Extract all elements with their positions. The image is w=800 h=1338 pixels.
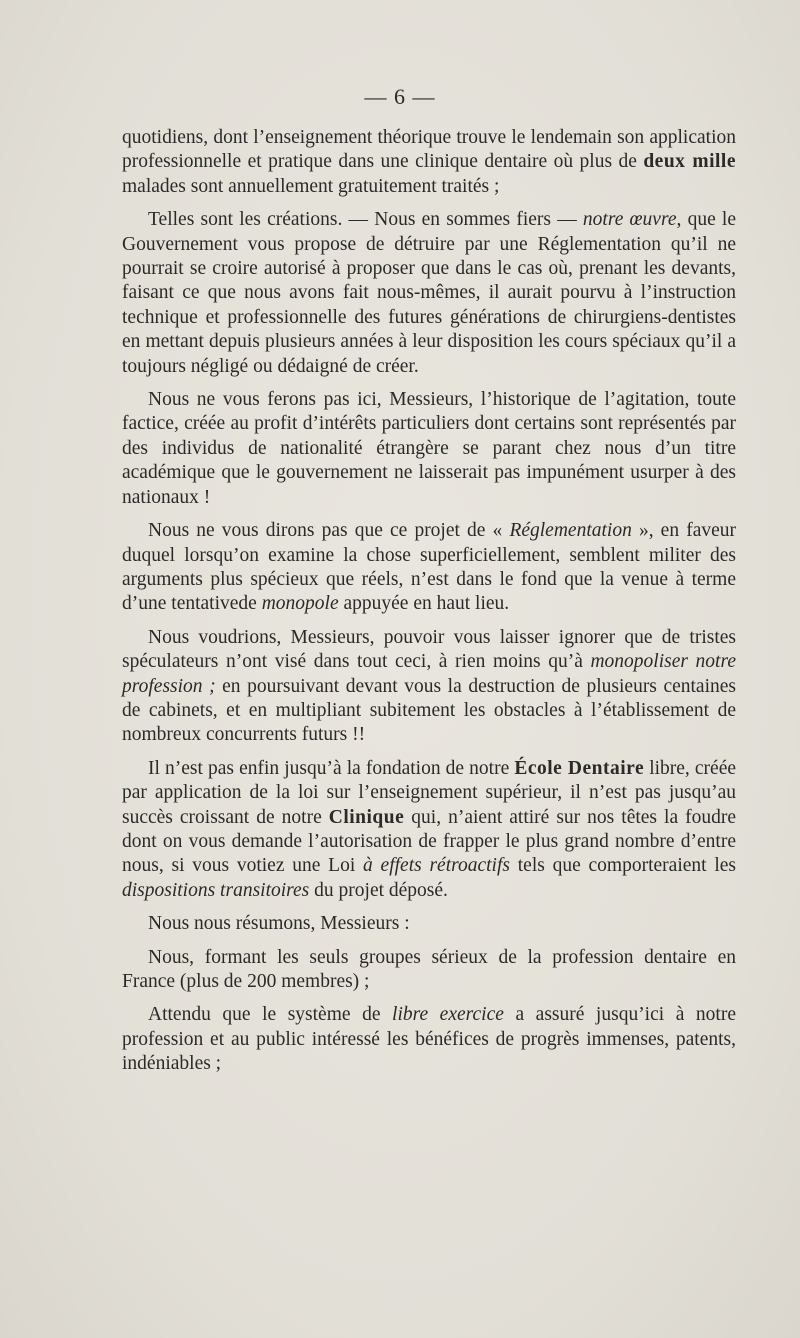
body-text	[122, 126, 736, 1086]
bold-text: deux mille	[643, 151, 737, 173]
text-run: tels que comporteraient les	[510, 855, 736, 877]
text-run: malades sont annuellement gratuitement traités ;	[122, 175, 500, 197]
text-run: en poursuivant devant vous la destruction de plusieurs centaines de cabinets, et en multipliant subitement les obstacles à l’établissement de nombreux concurrents futurs !!	[122, 675, 737, 746]
italic-text: monopole	[261, 593, 339, 615]
text-run: Il n’est pas enfin jusqu’à la fondation de notre	[148, 757, 515, 779]
italic-text: monopoliser notre profession ;	[122, 651, 736, 697]
text-run: Nous ne vous ferons pas ici, Messieurs, l’historique de l’agitation, toute factice, créée au profit d’intérêts particuliers dont certains sont représentés par des individus de nationalité étrangère se parant chez nous d’un titre académique que le gouvernement ne laisserait pas impunément usurper à des nationaux !	[122, 389, 736, 508]
paragraph	[122, 912, 736, 936]
italic-text: libre exercice	[392, 1004, 504, 1026]
text-run: quotidiens, dont l’enseignement théorique trouve le lendemain son application professionnelle et pratique dans une clinique dentaire où plus de	[122, 127, 736, 173]
text-run: Nous, formant les seuls groupes sérieux de la profession dentaire en France (plus de 200 membres) ;	[122, 946, 736, 992]
bold-text: École Dentaire	[514, 757, 645, 779]
page-number: — 6 —	[364, 84, 436, 109]
text-run: , que le Gouvernement vous propose de détruire par une Réglementation qu’il ne pourrait se croire autorisé à proposer que dans le cas où, prenant les devants, faisant ce que nous avons fait nous-mêmes, il aurait pourvu à l’instruction technique et professionnelle des futures générations de chirurgiens-dentistes en mettant depuis plusieurs années à leur disposition les cours spéciaux qu’il a toujours négligé ou dédaigné de créer.	[122, 209, 736, 377]
bold-text: Clinique	[328, 806, 405, 828]
paragraph	[122, 946, 736, 995]
text-run: Telles sont les créations. — Nous en sommes fiers —	[148, 209, 583, 231]
paragraph	[122, 208, 736, 379]
text-run: », en faveur duquel lorsqu’on examine la chose superficiellement, semblent militer des arguments plus spécieux que réels, n’est dans le fond que la venue à terme d’une tentativede	[122, 520, 737, 615]
paragraph	[122, 126, 736, 199]
paragraph	[122, 388, 736, 510]
italic-text: Réglementation	[509, 520, 632, 542]
text-run: qui, n’aient attiré sur nos têtes la foudre dont on vous demande l’autorisation de frapper le plus grand nombre d’entre nous, si vous votiez une Loi	[122, 806, 737, 877]
paragraph	[122, 519, 736, 617]
italic-text: dispositions transitoires	[122, 879, 310, 901]
paragraph	[122, 757, 736, 903]
paragraph	[122, 1003, 736, 1076]
text-run: a assuré jusqu’ici à notre profession et au public intéressé les bénéfices de progrès immenses, patents, indéniables ;	[122, 1004, 736, 1075]
text-run: appuyée en haut lieu.	[338, 593, 510, 615]
text-run: Nous voudrions, Messieurs, pouvoir vous laisser ignorer que de tristes spéculateurs n’ont visé dans tout ceci, à rien moins qu’à	[122, 626, 736, 673]
text-run: Attendu que le système de	[148, 1004, 393, 1026]
italic-text: à effets rétroactifs	[363, 855, 510, 877]
text-run: libre, créée par application de la loi sur l’enseignement supérieur, il n’est pas jusqu’au succès croissant de notre	[122, 757, 737, 828]
text-run: du projet déposé.	[309, 879, 448, 901]
text-run: Nous nous résumons, Messieurs :	[148, 913, 410, 935]
paragraph	[122, 626, 736, 748]
italic-text: notre œuvre	[582, 209, 677, 231]
text-run: Nous ne vous dirons pas que ce projet de «	[148, 520, 510, 542]
